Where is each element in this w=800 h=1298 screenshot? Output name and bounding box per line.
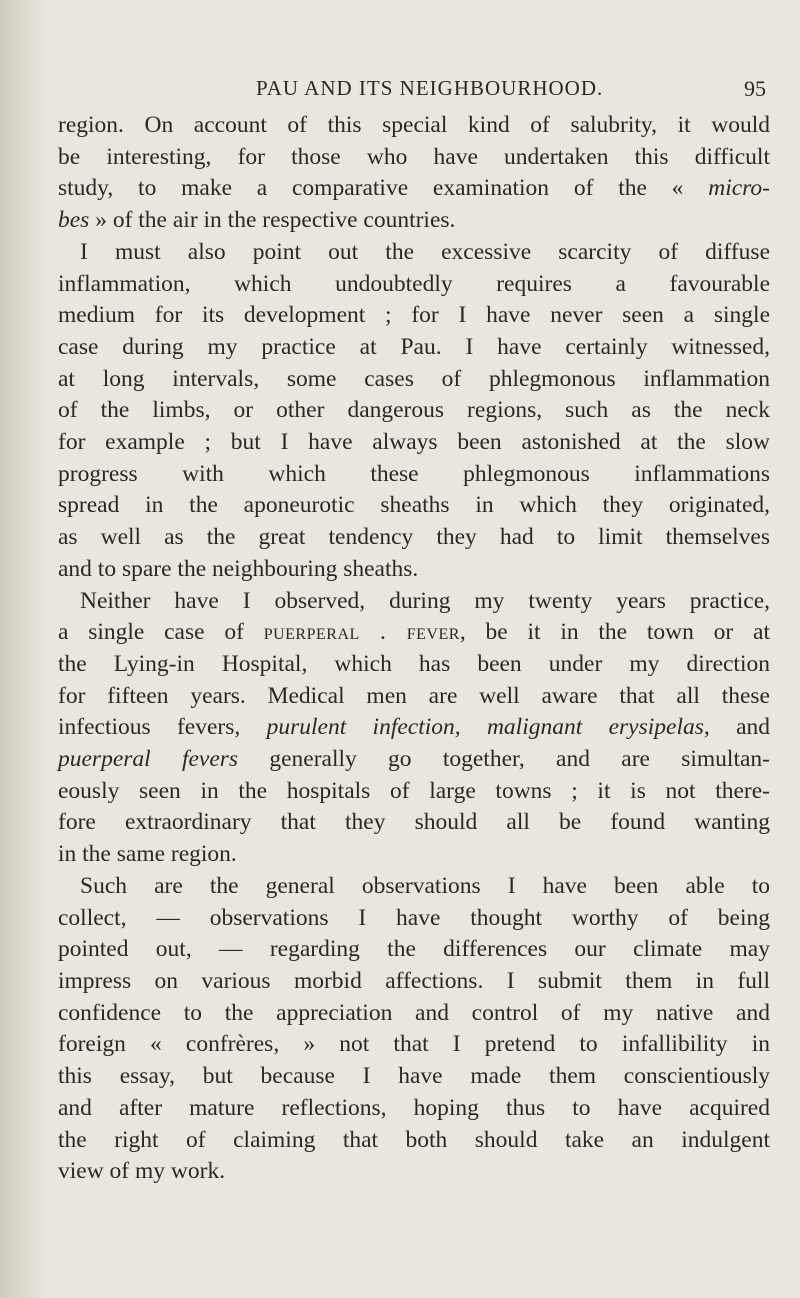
text-run: » of the air in the respective countries. xyxy=(89,207,456,234)
text-line: the right of claiming that both should take an indulgent xyxy=(58,1126,770,1153)
text-line: pointed out, — regarding the differences our climate may xyxy=(58,936,770,963)
text-line: I must also point out the excessive scarcity of diffuse xyxy=(80,238,770,265)
text-line: of the limbs, or other dangerous regions, such as the neck xyxy=(58,397,770,424)
text-line: confidence to the appreciation and control of my native and xyxy=(58,999,770,1026)
italic-term: purulent infection, malignant erysipelas xyxy=(266,714,704,741)
text-line xyxy=(58,744,770,776)
text-line: and to spare the neighbouring sheaths. xyxy=(58,555,419,582)
running-title: PAU AND ITS NEIGHBOURHOOD. xyxy=(256,76,604,100)
text-line: as well as the great tendency they had to limit themselves xyxy=(58,524,770,551)
text-run: generally go together, and are simultan- xyxy=(238,746,770,773)
text-line: for example ; but I have always been astonished at the slow xyxy=(58,429,770,456)
text-line: be interesting, for those who have undertaken this difficult xyxy=(58,143,770,170)
text-line: in the same region. xyxy=(58,841,237,868)
text-run: , and xyxy=(703,714,770,741)
text-line xyxy=(58,205,770,237)
text-line: collect, — observations I have thought worthy of being xyxy=(58,904,770,931)
text-line: region. On account of this special kind of salubrity, it would xyxy=(58,112,770,138)
text-line: progress with which these phlegmonous inflammations xyxy=(58,460,770,487)
text-line xyxy=(58,617,770,649)
text-line: eously seen in the hospitals of large towns ; it is not there- xyxy=(58,777,770,804)
italic-term: puerperal fevers xyxy=(58,746,239,773)
text-run: a single case of xyxy=(58,619,264,646)
text-line: this essay, but because I have made them conscientiously xyxy=(58,1063,770,1090)
text-line: spread in the aponeurotic sheaths in which they originated, xyxy=(58,492,770,519)
text-run: study, to make a comparative examination of the « xyxy=(58,175,709,202)
text-line: at long intervals, some cases of phlegmonous inflammation xyxy=(58,365,770,392)
text-line: fore extraordinary that they should all be found wanting xyxy=(58,809,770,836)
running-head xyxy=(0,76,800,106)
text-line: foreign « confrères, » not that I pretend to infallibility in xyxy=(58,1031,770,1058)
text-line: Neither have I observed, during my twenty years practice, xyxy=(80,587,770,614)
text-line: the Lying-in Hospital, which has been under my direction xyxy=(58,650,770,677)
body-text xyxy=(58,110,770,1188)
text-run: infectious fevers, xyxy=(58,714,267,741)
text-line: view of my work. xyxy=(58,1158,226,1185)
text-line: Such are the general observations I have been able to xyxy=(80,872,770,899)
text-line: and after mature reflections, hoping thus to have acquired xyxy=(58,1094,770,1121)
text-line xyxy=(58,173,770,205)
text-line: inflammation, which undoubtedly requires a favourable xyxy=(58,270,770,297)
text-run: , be it in the town or at xyxy=(459,619,770,646)
text-line xyxy=(58,712,770,744)
small-caps-term: puerperal . fever xyxy=(263,619,460,646)
italic-term: micro- xyxy=(708,175,770,202)
page-number: 95 xyxy=(744,76,766,101)
text-line: impress on various morbid affections. I submit them in full xyxy=(58,967,770,994)
text-line: medium for its development ; for I have never seen a single xyxy=(58,302,770,329)
text-line: for fifteen years. Medical men are well aware that all these xyxy=(58,682,770,709)
italic-term: bes xyxy=(58,207,90,234)
text-line: case during my practice at Pau. I have certainly witnessed, xyxy=(58,333,770,360)
